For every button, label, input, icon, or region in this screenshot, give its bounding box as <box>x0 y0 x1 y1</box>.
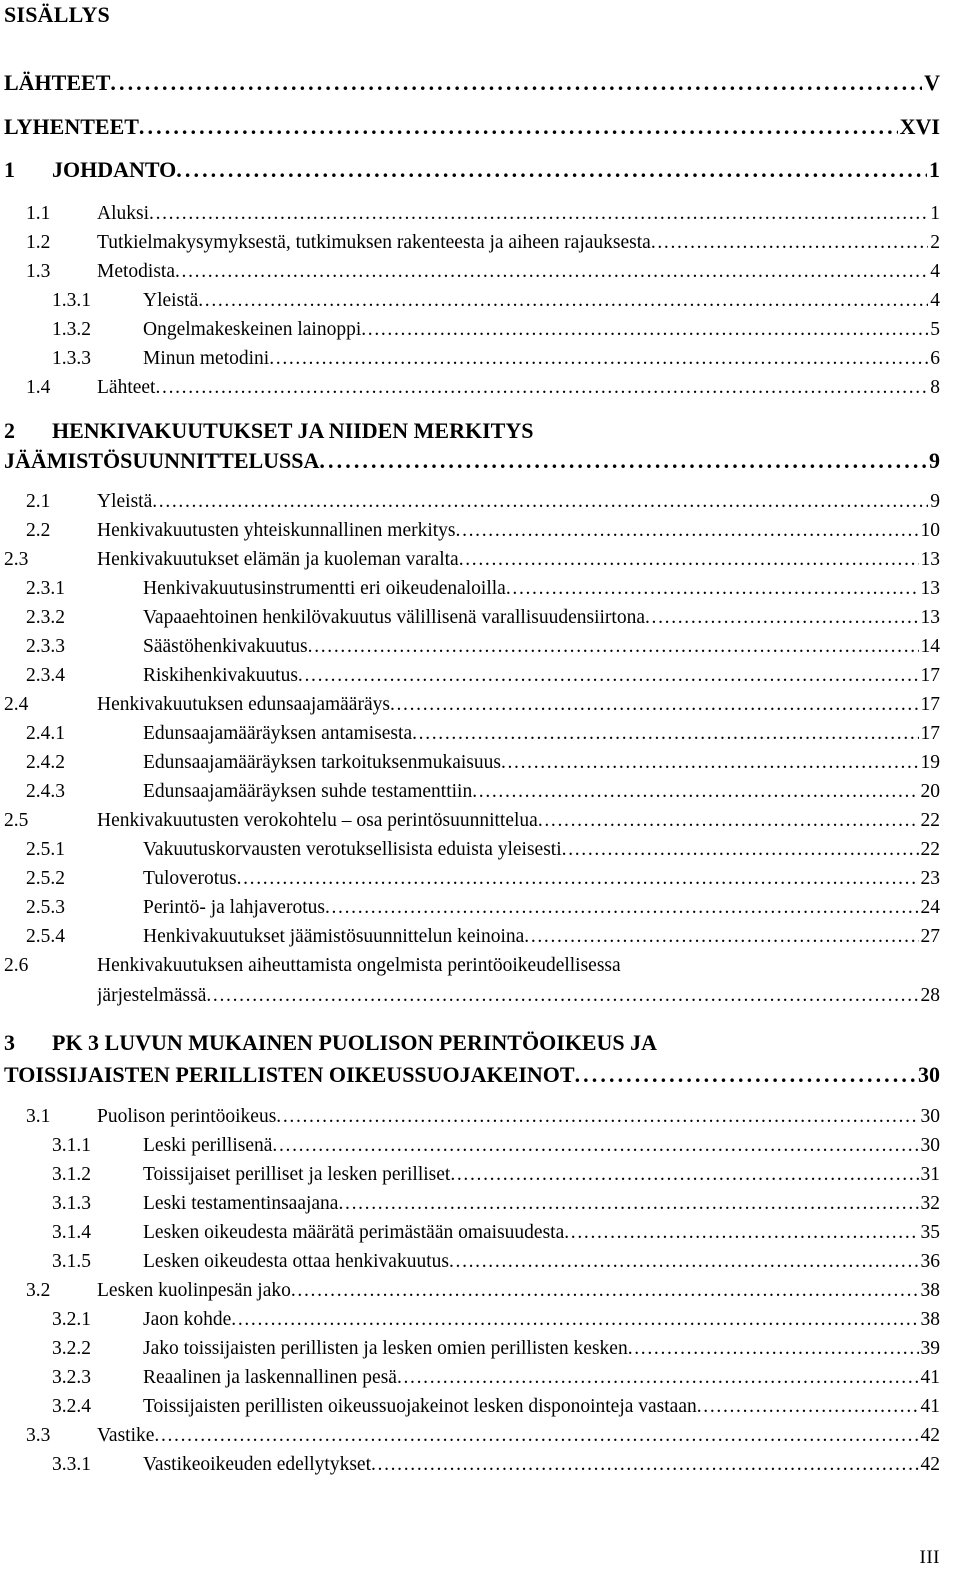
toc-entry-number: 2.4.3 <box>26 781 65 802</box>
page-title: SISÄLLYS <box>4 2 110 27</box>
toc-entry-title: Lesken oikeudesta ottaa henkivakuutus <box>143 1251 449 1272</box>
dot-leader <box>154 1425 918 1447</box>
toc-entry-title: Leski perillisenä <box>143 1135 273 1156</box>
toc-entry-page: 9 <box>930 491 940 512</box>
toc-entry-page: V <box>924 70 940 95</box>
toc-entry-number: 3.1.1 <box>52 1135 91 1156</box>
toc-entry-page: 13 <box>920 578 940 599</box>
toc-entry-title: Edunsaajamääräyksen tarkoituksenmukaisuus <box>143 752 501 773</box>
dot-leader <box>506 578 919 600</box>
dot-leader <box>459 549 919 571</box>
toc-entry-title: Tuloverotus <box>143 868 237 889</box>
toc-entry[interactable] <box>26 607 940 629</box>
toc-entry-title: Henkivakuutusten verokohtelu – osa perintösuunnittelua <box>97 810 538 831</box>
toc-entry-page: 31 <box>920 1164 940 1185</box>
toc-entry-number: 1.1 <box>26 203 51 224</box>
toc-entry[interactable] <box>26 897 940 919</box>
toc-entry[interactable] <box>26 520 940 542</box>
toc-entry-page: 2 <box>930 232 940 253</box>
toc-entry[interactable] <box>4 157 940 183</box>
toc-entry-title: Lesken kuolinpesän jako <box>97 1280 291 1301</box>
toc-entry-title: JOHDANTO <box>52 157 177 182</box>
toc-entry-number: 3.3 <box>26 1425 51 1446</box>
toc-entry-page: XVI <box>899 114 940 139</box>
toc-entry-number: 2.6 <box>4 955 29 976</box>
toc-entry-title-continued: TOISSIJAISTEN PERILLISTEN OIKEUSSUOJAKEINOT <box>4 1062 575 1087</box>
toc-entry-page: 22 <box>920 810 940 831</box>
dot-leader <box>298 665 919 687</box>
toc-entry-page: 41 <box>920 1367 940 1388</box>
toc-entry-title: Edunsaajamääräyksen antamisesta <box>143 723 413 744</box>
toc-entry[interactable] <box>52 1135 940 1157</box>
toc-entry-page: 17 <box>920 694 940 715</box>
toc-entry-title: Henkivakuutukset elämän ja kuoleman varalta <box>97 549 459 570</box>
toc-entry[interactable] <box>26 1280 940 1302</box>
dot-leader <box>176 157 927 183</box>
dot-leader <box>198 290 928 312</box>
dot-leader <box>397 1367 919 1389</box>
dot-leader <box>412 723 918 745</box>
dot-leader <box>206 985 918 1007</box>
toc-entry-page: 38 <box>920 1280 940 1301</box>
dot-leader <box>538 810 919 832</box>
toc-entry-page: 1 <box>930 203 940 224</box>
dot-leader <box>110 70 922 96</box>
toc-entry-first-line[interactable] <box>4 1030 940 1056</box>
toc-entry-number: 3.2.2 <box>52 1338 91 1359</box>
dot-leader <box>361 319 928 341</box>
dot-leader <box>697 1396 919 1418</box>
toc-entry-number: 3.2 <box>26 1280 51 1301</box>
toc-entry[interactable] <box>4 810 940 832</box>
toc-entry-number: 1.2 <box>26 232 51 253</box>
toc-entry-page: 42 <box>920 1454 940 1475</box>
dot-leader <box>272 1135 918 1157</box>
toc-entry[interactable] <box>52 1164 940 1186</box>
toc-entry-page: 17 <box>920 723 940 744</box>
toc-entry-page: 8 <box>930 377 940 398</box>
toc-entry-title: Riskihenkivakuutus <box>143 665 298 686</box>
toc-entry-page: 14 <box>920 636 940 657</box>
toc-entry-number: 3.1.2 <box>52 1164 91 1185</box>
toc-entry[interactable] <box>52 1309 940 1331</box>
toc-entry[interactable] <box>4 448 940 474</box>
dot-leader <box>319 448 927 474</box>
toc-entry-number: 2.1 <box>26 491 51 512</box>
dot-leader <box>564 1222 918 1244</box>
toc-entry-number: 3.2.3 <box>52 1367 91 1388</box>
toc-entry[interactable] <box>52 1338 940 1360</box>
toc-entry-number: 1.3.1 <box>52 290 91 311</box>
dot-leader <box>155 377 928 399</box>
toc-entry-number: 1.3 <box>26 261 51 282</box>
toc-entry-page: 4 <box>930 261 940 282</box>
toc-entry-number: 3.2.4 <box>52 1396 91 1417</box>
toc-entry-title: Lesken oikeudesta määrätä perimästään omaisuudesta <box>143 1222 565 1243</box>
toc-entry-number: 2.3.2 <box>26 607 65 628</box>
toc-entry[interactable] <box>52 1193 940 1215</box>
toc-entry-title: Minun metodini <box>143 348 270 369</box>
dot-leader <box>231 1309 918 1331</box>
toc-entry-title: Yleistä <box>143 290 199 311</box>
toc-entry-number: 2.4.1 <box>26 723 65 744</box>
toc-entry-title: Tutkielmakysymyksestä, tutkimuksen rakenteesta ja aiheen rajauksesta <box>97 232 651 253</box>
toc-entry-title: Ongelmakeskeinen lainoppi <box>143 319 362 340</box>
toc-entry-page: 22 <box>920 839 940 860</box>
dot-leader <box>371 1454 919 1476</box>
toc-entry[interactable] <box>26 261 940 283</box>
dot-leader <box>562 839 919 861</box>
toc-entry-title: PK 3 LUVUN MUKAINEN PUOLISON PERINTÖOIKEUS JA <box>52 1030 658 1055</box>
toc-entry[interactable] <box>52 290 940 312</box>
toc-entry[interactable] <box>4 1062 940 1088</box>
toc-entry[interactable] <box>26 491 940 513</box>
toc-entry-page: 9 <box>929 448 940 473</box>
toc-entry[interactable] <box>52 319 940 341</box>
toc-entry-title: Henkivakuutusinstrumentti eri oikeudenaloilla <box>143 578 506 599</box>
toc-entry-number: 2.3.1 <box>26 578 65 599</box>
dot-leader <box>501 752 919 774</box>
toc-entry-page: 35 <box>920 1222 940 1243</box>
toc-entry-title: LÄHTEET <box>4 70 111 95</box>
toc-entry-page: 42 <box>920 1425 940 1446</box>
toc-entry-page: 38 <box>920 1309 940 1330</box>
dot-leader <box>152 491 928 513</box>
toc-entry-title: Henkivakuutuksen edunsaajamääräys <box>97 694 390 715</box>
toc-entry-page: 13 <box>920 607 940 628</box>
toc-entry-title: Toissijaiset perilliset ja lesken perilliset <box>143 1164 451 1185</box>
toc-entry-title: LYHENTEET <box>4 114 139 139</box>
toc-entry[interactable] <box>97 985 940 1007</box>
toc-entry-number: 1.3.2 <box>52 319 91 340</box>
dot-leader <box>269 348 928 370</box>
toc-entry-number: 3.3.1 <box>52 1454 91 1475</box>
toc-entry[interactable] <box>52 1396 940 1418</box>
toc-entry-page: 1 <box>929 157 940 182</box>
toc-entry[interactable] <box>26 781 940 803</box>
dot-leader <box>651 232 928 254</box>
toc-entry-title: Puolison perintöoikeus <box>97 1106 277 1127</box>
toc-entry-title: Henkivakuutuksen aiheuttamista ongelmista perintöoikeudellisessa <box>97 955 621 976</box>
toc-entry-page: 39 <box>920 1338 940 1359</box>
toc-entry-number: 2.3 <box>4 549 29 570</box>
toc-entry-title: Jaon kohde <box>143 1309 232 1330</box>
toc-entry-title: Jako toissijaisten perillisten ja lesken omien perillisten kesken <box>143 1338 628 1359</box>
toc-entry[interactable] <box>4 549 940 571</box>
dot-leader <box>175 261 928 283</box>
toc-entry-title: Aluksi <box>97 203 150 224</box>
dot-leader <box>472 781 918 803</box>
toc-entry-title-continued: JÄÄMISTÖSUUNNITTELUSSA <box>4 448 320 473</box>
toc-entry[interactable] <box>52 1367 940 1389</box>
toc-entry-page: 27 <box>920 926 940 947</box>
toc-entry[interactable] <box>26 868 940 890</box>
dot-leader <box>338 1193 918 1215</box>
toc-entry[interactable] <box>52 1222 940 1244</box>
toc-entry[interactable] <box>26 1425 940 1447</box>
toc-entry-number: 2.4 <box>4 694 29 715</box>
dot-leader <box>308 636 919 658</box>
toc-entry-number: 2.5.1 <box>26 839 65 860</box>
dot-leader <box>449 1251 919 1273</box>
toc-entry-number: 3.2.1 <box>52 1309 91 1330</box>
toc-entry-first-line[interactable] <box>4 418 940 444</box>
toc-entry-number: 2.5.2 <box>26 868 65 889</box>
toc-entry-title: Vastike <box>97 1425 155 1446</box>
dot-leader <box>524 926 918 948</box>
toc-entry-number: 1 <box>4 157 15 182</box>
dot-leader <box>450 1164 918 1186</box>
dot-leader <box>645 607 919 629</box>
toc-entry[interactable] <box>4 114 940 140</box>
toc-entry[interactable] <box>52 1454 940 1476</box>
toc-entry-title: Leski testamentinsaajana <box>143 1193 339 1214</box>
toc-entry[interactable] <box>26 203 940 225</box>
dot-leader <box>390 694 919 716</box>
toc-entry-number: 2.5.4 <box>26 926 65 947</box>
toc-entry-number: 2 <box>4 418 15 443</box>
toc-entry-title: Henkivakuutukset jäämistösuunnittelun keinoina <box>143 926 525 947</box>
toc-entry-title: Vastikeoikeuden edellytykset <box>143 1454 371 1475</box>
dot-leader <box>139 114 898 140</box>
toc-entry-page: 36 <box>920 1251 940 1272</box>
toc-entry-number: 3.1.5 <box>52 1251 91 1272</box>
dot-leader <box>325 897 919 919</box>
toc-entry-number: 2.2 <box>26 520 51 541</box>
toc-entry-title: Perintö- ja lahjaverotus <box>143 897 325 918</box>
toc-entry-page: 23 <box>920 868 940 889</box>
toc-entry-page: 30 <box>918 1062 940 1087</box>
dot-leader <box>456 520 919 542</box>
toc-entry-title: Vakuutuskorvausten verotuksellisista eduista yleisesti <box>143 839 562 860</box>
toc-entry-page: 10 <box>920 520 940 541</box>
toc-entry[interactable] <box>26 926 940 948</box>
toc-entry[interactable] <box>26 752 940 774</box>
toc-entry-first-line[interactable] <box>4 955 940 977</box>
toc-entry-number: 2.3.3 <box>26 636 65 657</box>
toc-entry-page: 20 <box>920 781 940 802</box>
toc-entry[interactable] <box>26 232 940 254</box>
toc-entry-number: 2.5 <box>4 810 29 831</box>
page-number: III <box>919 1547 940 1568</box>
toc-entry[interactable] <box>4 694 940 716</box>
toc-entry[interactable] <box>26 665 940 687</box>
toc-entry-title: Säästöhenkivakuutus <box>143 636 308 657</box>
dot-leader <box>276 1106 918 1128</box>
toc-entry-page: 24 <box>920 897 940 918</box>
toc-entry-title: Reaalinen ja laskennallinen pesä <box>143 1367 397 1388</box>
toc-entry[interactable] <box>26 839 940 861</box>
toc-entry-number: 2.5.3 <box>26 897 65 918</box>
toc-entry[interactable] <box>26 723 940 745</box>
toc-entry[interactable] <box>4 70 940 96</box>
toc-entry-number: 1.3.3 <box>52 348 91 369</box>
toc-entry[interactable] <box>26 578 940 600</box>
toc-entry-title: Vapaaehtoinen henkilövakuutus välillisenä varallisuudensiirtona <box>143 607 645 628</box>
toc-entry-number: 2.4.2 <box>26 752 65 773</box>
dot-leader <box>149 203 928 225</box>
toc-entry-page: 17 <box>920 665 940 686</box>
toc-entry-number: 3.1.4 <box>52 1222 91 1243</box>
toc-entry-page: 5 <box>930 319 940 340</box>
toc-entry-page: 19 <box>920 752 940 773</box>
toc-entry[interactable] <box>26 636 940 658</box>
toc-entry-page: 30 <box>920 1106 940 1127</box>
toc-entry-number: 3.1.3 <box>52 1193 91 1214</box>
toc-entry-title: Toissijaisten perillisten oikeussuojakeinot lesken disponointeja vastaan <box>143 1396 697 1417</box>
toc-entry-title-continued: järjestelmässä <box>97 985 207 1006</box>
toc-entry[interactable] <box>52 1251 940 1273</box>
toc-entry-title: Lähteet <box>97 377 156 398</box>
toc-entry-page: 30 <box>920 1135 940 1156</box>
toc-entry-page: 28 <box>920 985 940 1006</box>
toc-entry-page: 32 <box>920 1193 940 1214</box>
toc-entry-number: 3 <box>4 1030 15 1055</box>
toc-entry-title: Yleistä <box>97 491 153 512</box>
toc-entry-page: 6 <box>930 348 940 369</box>
toc-entry-number: 2.3.4 <box>26 665 65 686</box>
dot-leader <box>237 868 919 890</box>
toc-entry-title: Henkivakuutusten yhteiskunnallinen merkitys <box>97 520 456 541</box>
toc-entry[interactable] <box>26 1106 940 1128</box>
toc-entry-number: 3.1 <box>26 1106 51 1127</box>
toc-entry-page: 4 <box>930 290 940 311</box>
dot-leader <box>291 1280 919 1302</box>
toc-entry-page: 41 <box>920 1396 940 1417</box>
toc-entry[interactable] <box>26 377 940 399</box>
toc-entry-page: 13 <box>920 549 940 570</box>
toc-entry-title: Metodista <box>97 261 175 282</box>
dot-leader <box>628 1338 919 1360</box>
toc-entry-number: 1.4 <box>26 377 51 398</box>
toc-entry-title: HENKIVAKUUTUKSET JA NIIDEN MERKITYS <box>52 418 534 443</box>
toc-entry[interactable] <box>52 348 940 370</box>
dot-leader <box>575 1062 916 1088</box>
toc-entry-title: Edunsaajamääräyksen suhde testamenttiin <box>143 781 473 802</box>
